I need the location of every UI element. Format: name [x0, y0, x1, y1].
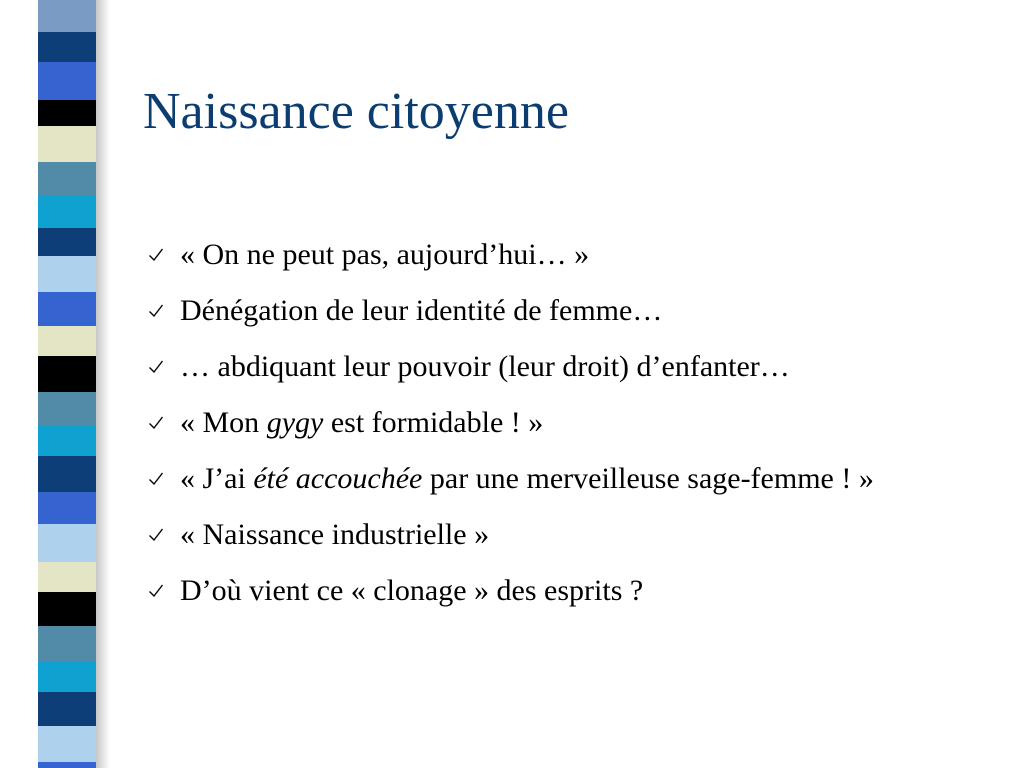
bullet-item: [148, 291, 878, 331]
stripe-block: [38, 562, 96, 592]
bullet-text-segment: D’où vient ce « clonage » des esprits ?: [180, 574, 644, 607]
bullet-text: [180, 294, 662, 327]
bullet-list: [148, 235, 878, 627]
bullet-text-segment: « Mon: [180, 406, 267, 439]
stripe-block: [38, 392, 96, 426]
checkmark-icon: [148, 303, 164, 319]
stripe-block: [38, 726, 96, 762]
bullet-text-segment: Dénégation de leur identité de femme…: [180, 294, 663, 327]
bullet-text-italic-segment: gygy: [266, 406, 324, 439]
bullet-text: [180, 350, 790, 383]
stripe-block: [38, 162, 96, 196]
checkmark-icon: [148, 527, 164, 543]
bullet-text-italic-segment: été accouchée: [253, 462, 423, 495]
checkmark-icon: [148, 247, 164, 263]
bullet-text: [180, 574, 643, 607]
stripe-block: [38, 426, 96, 456]
stripe-block: [38, 228, 96, 256]
bullet-text-segment: … abdiquant leur pouvoir (leur droit) d’enfanter…: [180, 350, 790, 383]
bullet-text-segment: par une merveilleuse sage-femme ! »: [422, 462, 874, 495]
stripe-block: [38, 692, 96, 726]
checkmark-icon: [148, 471, 164, 487]
stripe-block: [38, 0, 96, 32]
decorative-stripe-column: [38, 0, 96, 768]
slide-title: Naissance citoyenne: [143, 83, 569, 140]
stripe-block: [38, 592, 96, 626]
bullet-item: [148, 571, 878, 611]
stripe-block: [38, 456, 96, 492]
stripe-block: [38, 626, 96, 662]
stripe-block: [38, 126, 96, 162]
bullet-item: [148, 403, 878, 443]
stripe-shadow: [96, 0, 110, 768]
stripe-block: [38, 326, 96, 356]
stripe-block: [38, 662, 96, 692]
stripe-block: [38, 196, 96, 228]
stripe-block: [38, 492, 96, 524]
bullet-text: [180, 238, 589, 271]
bullet-text-segment: « Naissance industrielle »: [180, 518, 490, 551]
bullet-text-segment: « On ne peut pas, aujourd’hui… »: [180, 238, 590, 271]
stripe-block: [38, 524, 96, 562]
stripe-block: [38, 356, 96, 392]
checkmark-icon: [148, 583, 164, 599]
stripe-block: [38, 62, 96, 100]
bullet-text: [180, 518, 489, 551]
bullet-item: [148, 347, 878, 387]
bullet-item: [148, 235, 878, 275]
stripe-block: [38, 762, 96, 768]
stripe-block: [38, 32, 96, 62]
checkmark-icon: [148, 359, 164, 375]
bullet-text: [180, 462, 874, 495]
checkmark-icon: [148, 415, 164, 431]
bullet-text: [180, 406, 543, 439]
stripe-block: [38, 256, 96, 292]
stripe-block: [38, 100, 96, 126]
bullet-item: [148, 459, 878, 499]
bullet-item: [148, 515, 878, 555]
stripe-block: [38, 292, 96, 326]
bullet-text-segment: « J’ai: [180, 462, 254, 495]
bullet-text-segment: est formidable ! »: [323, 406, 544, 439]
